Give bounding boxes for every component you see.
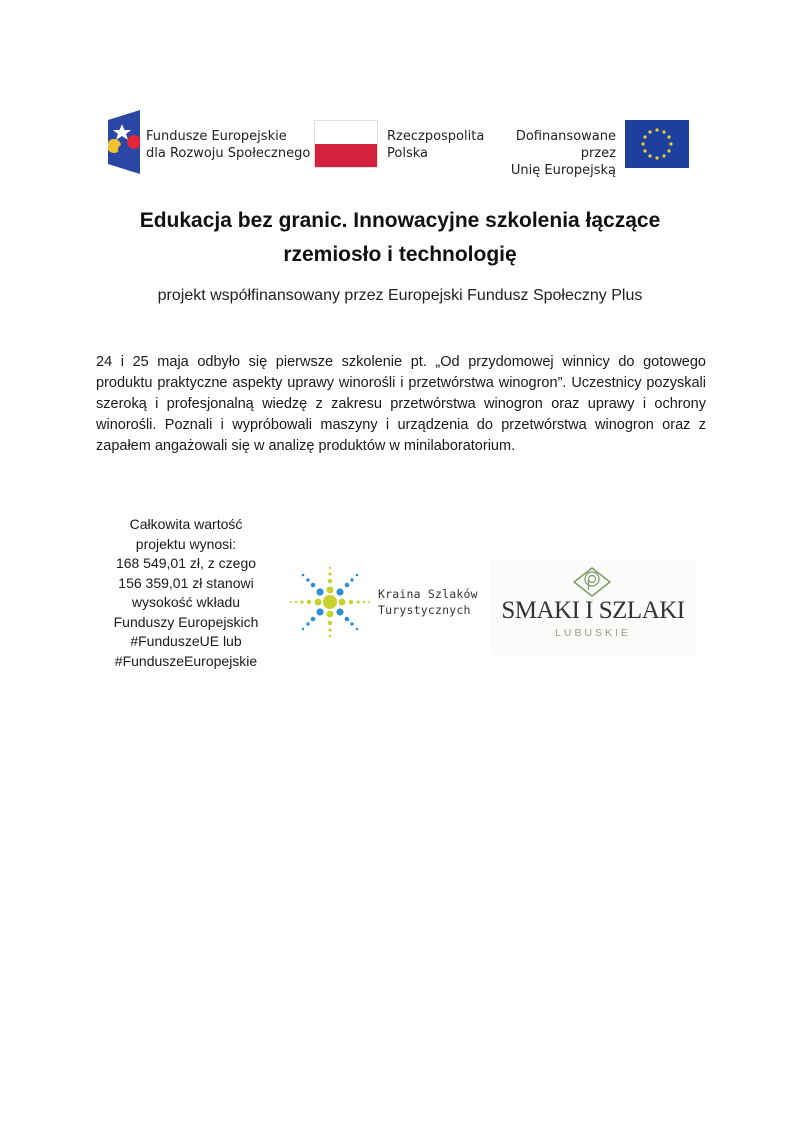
value-line: Całkowita wartość: [129, 516, 243, 532]
ue-line1: Dofinansowane przez: [515, 129, 616, 161]
eu-flag-icon: [625, 120, 689, 168]
value-line: wysokość wkładu: [131, 594, 241, 610]
rp-line1: Rzeczpospolita: [387, 129, 485, 144]
sun-dots-icon: [288, 562, 372, 642]
kst-line1: Kraina Szlaków: [378, 587, 478, 601]
title-line2: rzemiosło i technologię: [283, 243, 517, 266]
kst-logo-text: [378, 586, 478, 618]
ue-logo-text: [496, 128, 616, 179]
fe-logo-icon: [108, 110, 140, 174]
polish-flag-icon: [314, 120, 378, 168]
title-line1: Edukacja bez granic. Innowacyjne szkolenia łączące: [139, 209, 661, 232]
value-line: projektu wynosi:: [135, 535, 237, 552]
fe-line1: Fundusze Europejskie: [146, 129, 287, 144]
rp-line2: Polska: [387, 146, 428, 161]
rp-logo-text: [387, 128, 484, 162]
fe-logo-text: [146, 128, 310, 162]
diamond-p-icon: [570, 566, 614, 598]
project-value-text: [96, 515, 276, 671]
fe-line2: dla Rozwoju Społecznego: [146, 146, 311, 161]
smaki-szlaki-title: SMAKI I SZLAKI: [501, 597, 685, 624]
value-line: #FunduszeEuropejskie: [114, 652, 258, 669]
document-title: [80, 204, 720, 272]
value-line: #FunduszeUE lub: [130, 633, 242, 649]
body-paragraph: 24 i 25 maja odbyło się pierwsze szkolenie pt. „Od przydomowej winnicy do gotowego produktu praktyczne aspekty uprawy winorośli i przetwórstwa winogron”. Uczestnicy pozyskali szeroką i profesjonalną wiedzę z zakresu przetwórstwa winogron oraz uprawy i ochrony winorośli. Poznali i wypróbowali maszyny i urządzenia do przetwórstwa winogron oraz z zapałem angażowali się w analizę produktów w minilaboratorium.: [96, 354, 706, 454]
document-subtitle: projekt współfinansowany przez Europejski Fundusz Społeczny Plus: [157, 287, 643, 304]
ue-line2: Unię Europejską: [510, 163, 616, 178]
value-line: 168 549,01 zł, z czego: [115, 555, 257, 571]
value-line: 156 359,01 zł stanowi: [118, 574, 254, 591]
smaki-szlaki-subtitle: LUBUSKIE: [555, 627, 631, 639]
value-line: Funduszy Europejskich: [113, 613, 259, 630]
kst-line2: Turystycznych: [378, 603, 471, 617]
